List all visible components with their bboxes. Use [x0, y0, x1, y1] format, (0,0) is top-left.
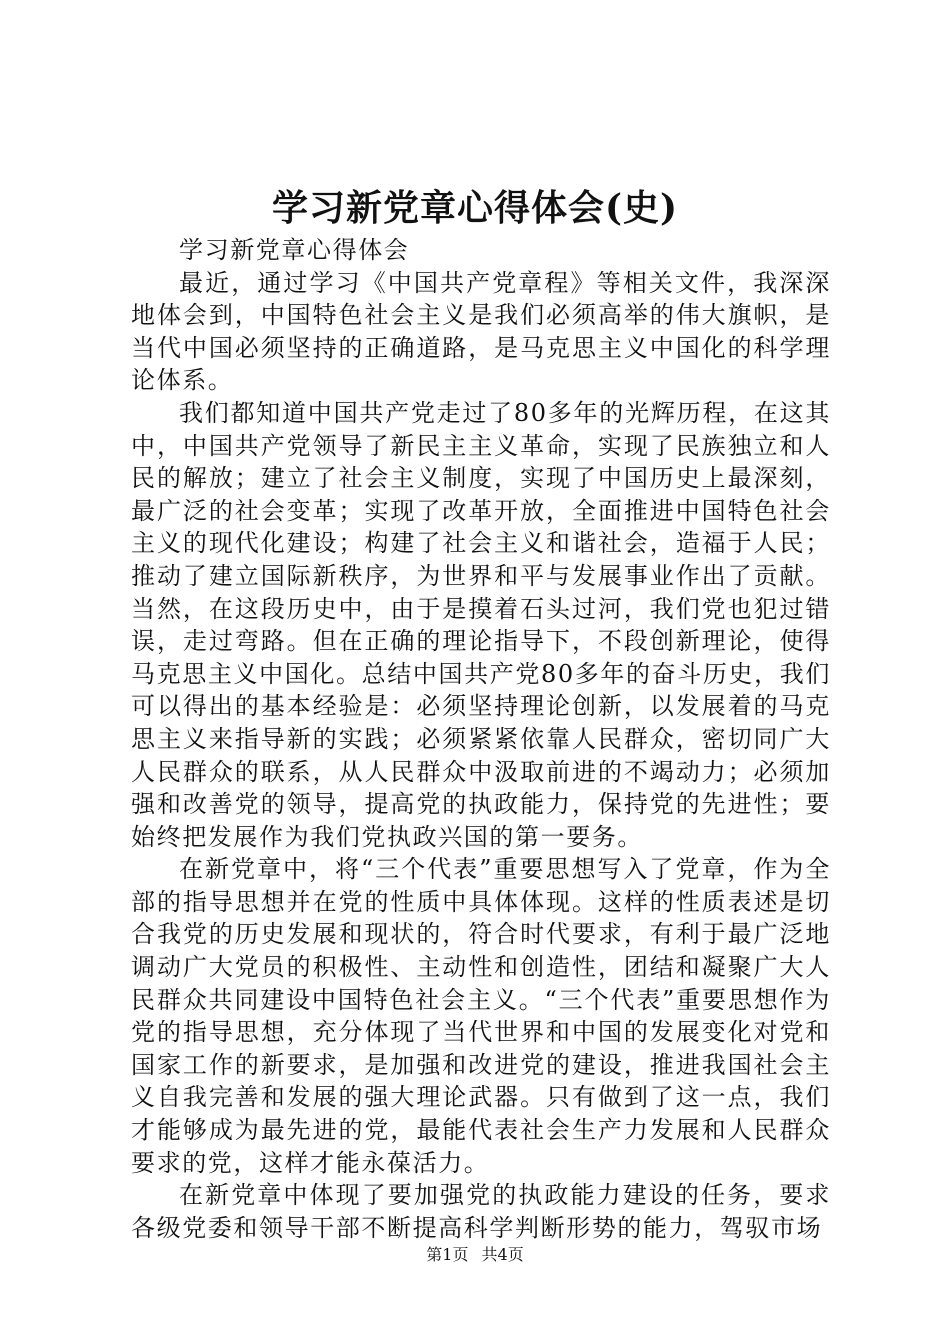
- paragraph: 最近，通过学习《中国共产党章程》等相关文件，我深深地体会到，中国特色社会主义是我们必须高举的伟大旗帜，是当代中国必须坚持的正确道路，是马克思主义中国化的科学理论体系。: [131, 268, 831, 395]
- paragraph: 我们都知道中国共产党走过了80多年的光辉历程，在这其中，中国共产党领导了新民主主义革命，实现了民族独立和人民的解放；建立了社会主义制度，实现了中国历史上最深刻，最广泛的社会变革；实现了改革开放，全面推进中国特色社会主义的现代化建设；构建了社会主义和谐社会，造福于人民；推动了建立国际新秩序，为世界和平与发展事业作出了贡献。当然，在这段历史中，由于是摸着石头过河，我们党也犯过错误，走过弯路。但在正确的理论指导下，不段创新理论，使得马克思主义中国化。总结中国共产党80多年的奋斗历史，我们可以得出的基本经验是：必须坚持理论创新，以发展着的马克思主义来指导新的实践；必须紧紧依靠人民群众，密切同广大人民群众的联系，从人民群众中汲取前进的不竭动力；必须加强和改善党的领导，提高党的执政能力，保持党的先进性；要始终把发展作为我们党执政兴国的第一要务。: [131, 398, 831, 851]
- page-footer: [0, 1244, 950, 1266]
- page-total: 共4页: [481, 1245, 524, 1264]
- page-number: 第1页: [426, 1245, 469, 1264]
- document-body: [131, 234, 831, 1244]
- paragraph: 在新党章中体现了要加强党的执政能力建设的任务，要求各级党委和领导干部不断提高科学判断形势的能力，驾驭市场: [131, 1181, 831, 1242]
- document-title: 学习新党章心得体会(史): [271, 187, 679, 229]
- paragraph: 在新党章中，将“三个代表”重要思想写入了党章，作为全部的指导思想并在党的性质中具体体现。这样的性质表述是切合我党的历史发展和现状的，符合时代要求，有利于最广泛地调动广大党员的积极性、主动性和创造性，团结和凝聚广大人民群众共同建设中国特色社会主义。“三个代表”重要思想作为党的指导思想，充分体现了当代世界和中国的发展变化对党和国家工作的新要求，是加强和改进党的建设，推进我国社会主义自我完善和发展的强大理论武器。只有做到了这一点，我们才能够成为最先进的党，最能代表社会生产力发展和人民群众要求的党，这样才能永葆活力。: [131, 855, 831, 1177]
- paragraph-subtitle: 学习新党章心得体会: [179, 236, 410, 264]
